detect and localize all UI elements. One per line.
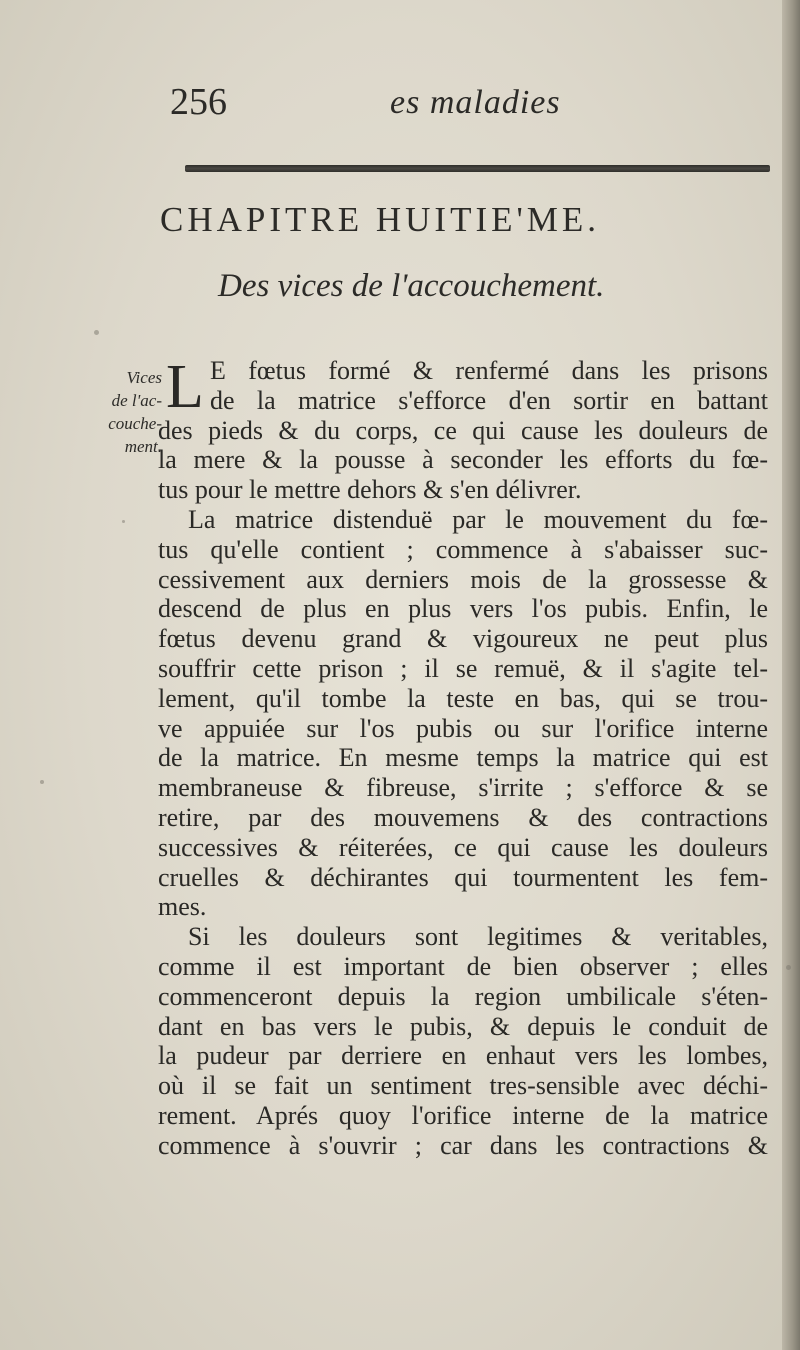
page-number: 256	[170, 81, 227, 123]
text-line: rement. Aprés quoy l'orifice interne de la matrice	[158, 1100, 768, 1130]
running-head: es maladies	[390, 84, 561, 121]
text-line: commence à s'ouvrir ; car dans les contractions &	[158, 1130, 768, 1160]
text-line: cessivement aux derniers mois de la grossesse &	[158, 564, 768, 594]
text-line: la pudeur par derriere en enhaut vers les lombes,	[158, 1041, 768, 1071]
chapter-subtitle: Des vices de l'accouchement.	[218, 268, 605, 304]
margin-note-line: ment.	[124, 437, 162, 456]
paper-speck	[94, 330, 99, 335]
text-line: de la matrice. En mesme temps la matrice qui est	[158, 743, 768, 773]
text-line: fœtus devenu grand & vigoureux ne peut plus	[158, 624, 768, 654]
text-line: ve appuiée sur l'os pubis ou sur l'orifice interne	[158, 713, 768, 743]
paper-speck	[40, 780, 44, 784]
text-line: successives & réiterées, ce qui cause les douleurs	[158, 832, 768, 862]
chapter-title: CHAPITRE HUITIE'ME.	[160, 200, 601, 239]
text-line: descend de plus en plus vers l'os pubis. Enfin, le	[158, 594, 768, 624]
text-line: cruelles & déchirantes qui tourmentent les fem-	[158, 862, 768, 892]
text-line: souffrir cette prison ; il se remuë, & il s'agite tel-	[158, 653, 768, 683]
drop-cap: L	[166, 353, 204, 421]
header-rule	[185, 165, 770, 172]
text-line: tus pour le mettre dehors & s'en délivrer.	[158, 475, 582, 505]
text-line: la mere & la pousse à seconder les efforts du fœ-	[158, 445, 768, 475]
paper-speck	[786, 965, 791, 970]
text-line: commenceront depuis la region umbilicale s'éten-	[158, 981, 768, 1011]
margin-note	[72, 366, 162, 458]
text-line: retire, par des mouvemens & des contractions	[158, 802, 768, 832]
paper-speck	[122, 520, 125, 523]
text-line: tus qu'elle contient ; commence à s'abaisser suc-	[158, 534, 768, 564]
page-header	[170, 80, 770, 130]
text-line: dant en bas vers le pubis, & depuis le conduit de	[158, 1011, 768, 1041]
body-text	[158, 353, 768, 1161]
margin-note-line: Vices	[126, 368, 162, 387]
text-line: L E fœtus formé & renfermé dans les prisons	[166, 353, 768, 421]
margin-note-line: couche-	[108, 414, 162, 433]
text-line: membraneuse & fibreuse, s'irrite ; s'efforce & se	[158, 773, 768, 803]
text-line: de la matrice s'efforce d'en sortir en battant	[210, 385, 768, 415]
text-line: où il se fait un sentiment tres-sensible avec déchi-	[158, 1071, 768, 1101]
text-line: La matrice distenduë par le mouvement du fœ-	[188, 504, 768, 534]
text-line: comme il est important de bien observer ; elles	[158, 951, 768, 981]
text-line: lement, qu'il tombe la teste en bas, qui se trou-	[158, 683, 768, 713]
text-line: Si les douleurs sont legitimes & veritables,	[188, 922, 768, 952]
margin-note-line: de l'ac-	[111, 391, 162, 410]
text-line: des pieds & du corps, ce qui cause les douleurs de	[158, 415, 768, 445]
text-line: mes.	[158, 892, 207, 922]
